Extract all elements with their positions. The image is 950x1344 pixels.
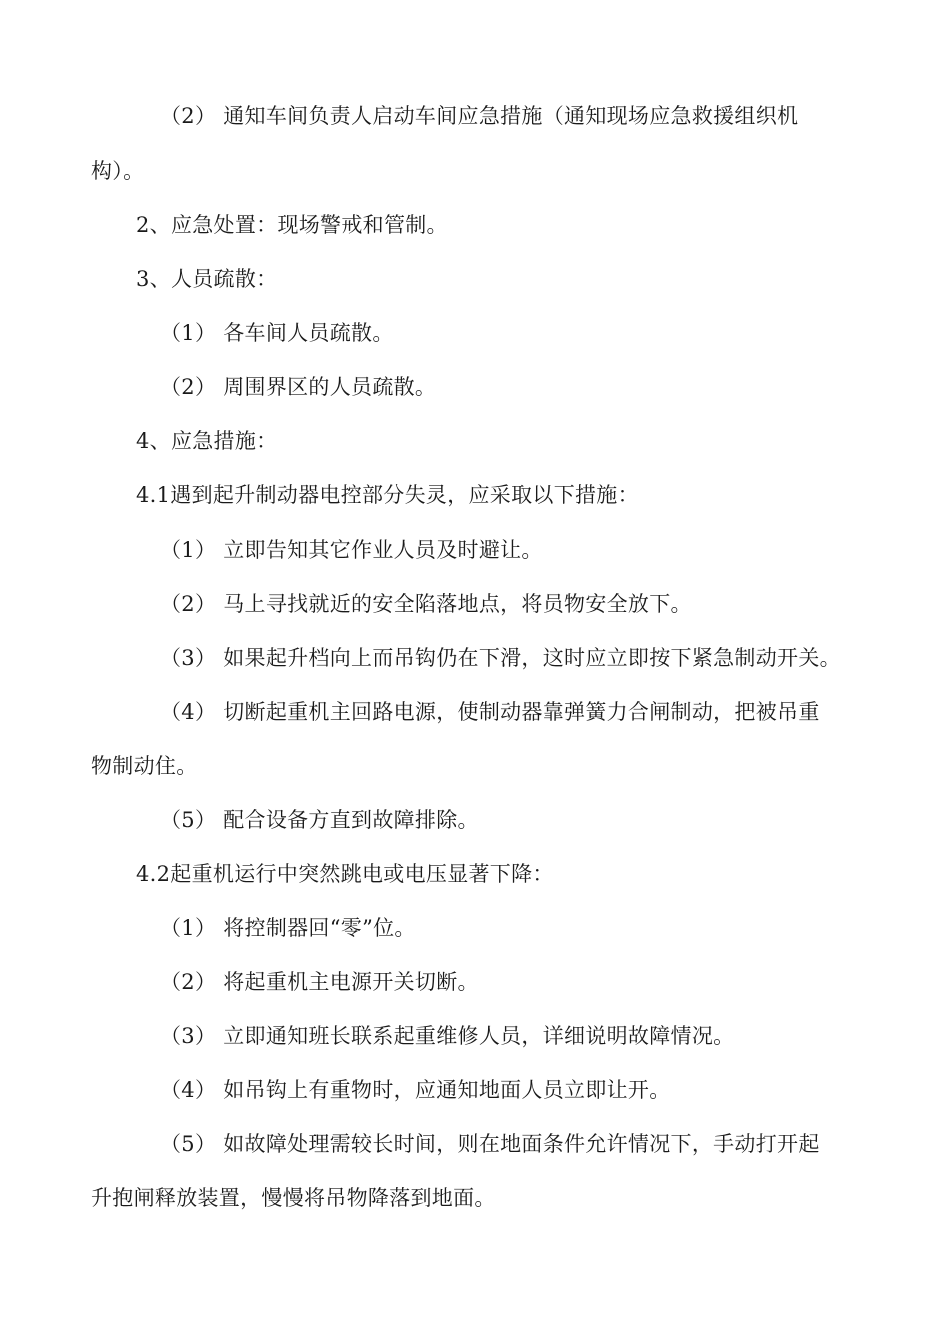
text-line: （3） 立即通知班长联系起重维修人员，详细说明故障情况。 xyxy=(160,1024,735,1048)
text-line: 2、应急处置：现场警戒和管制。 xyxy=(136,213,448,237)
text-line: （1） 各车间人员疏散。 xyxy=(160,321,394,345)
text-line: （2） 将起重机主电源开关切断。 xyxy=(160,970,479,994)
text-line: 4.1遇到起升制动器电控部分失灵，应采取以下措施： xyxy=(136,483,639,507)
text-line: 4.2起重机运行中突然跳电或电压显著下降： xyxy=(136,862,554,886)
text-line: （4） 如吊钩上有重物时，应通知地面人员立即让开。 xyxy=(160,1078,671,1102)
text-line: 物制动住。 xyxy=(91,754,198,778)
text-line: 3、人员疏散： xyxy=(136,267,278,291)
text-line: （4） 切断起重机主回路电源，使制动器靠弹簧力合闸制动，把被吊重 xyxy=(160,700,820,724)
text-line: （2） 通知车间负责人启动车间应急措施（通知现场应急救援组织机 xyxy=(160,104,799,128)
text-line: （5） 如故障处理需较长时间，则在地面条件允许情况下，手动打开起 xyxy=(160,1132,820,1156)
text-line: 4、应急措施： xyxy=(136,429,278,453)
text-line: （1） 将控制器回“零”位。 xyxy=(160,916,416,940)
text-line: （5） 配合设备方直到故障排除。 xyxy=(160,808,479,832)
text-line: （3） 如果起升档向上而吊钩仍在下滑，这时应立即按下紧急制动开关。 xyxy=(160,646,841,670)
text-line: （2） 马上寻找就近的安全陷落地点，将员物安全放下。 xyxy=(160,592,692,616)
text-line: 升抱闸释放装置，慢慢将吊物降落到地面。 xyxy=(91,1186,496,1210)
text-line: 构）。 xyxy=(91,159,145,183)
text-line: （2） 周围界区的人员疏散。 xyxy=(160,375,437,399)
text-line: （1） 立即告知其它作业人员及时避让。 xyxy=(160,538,543,562)
